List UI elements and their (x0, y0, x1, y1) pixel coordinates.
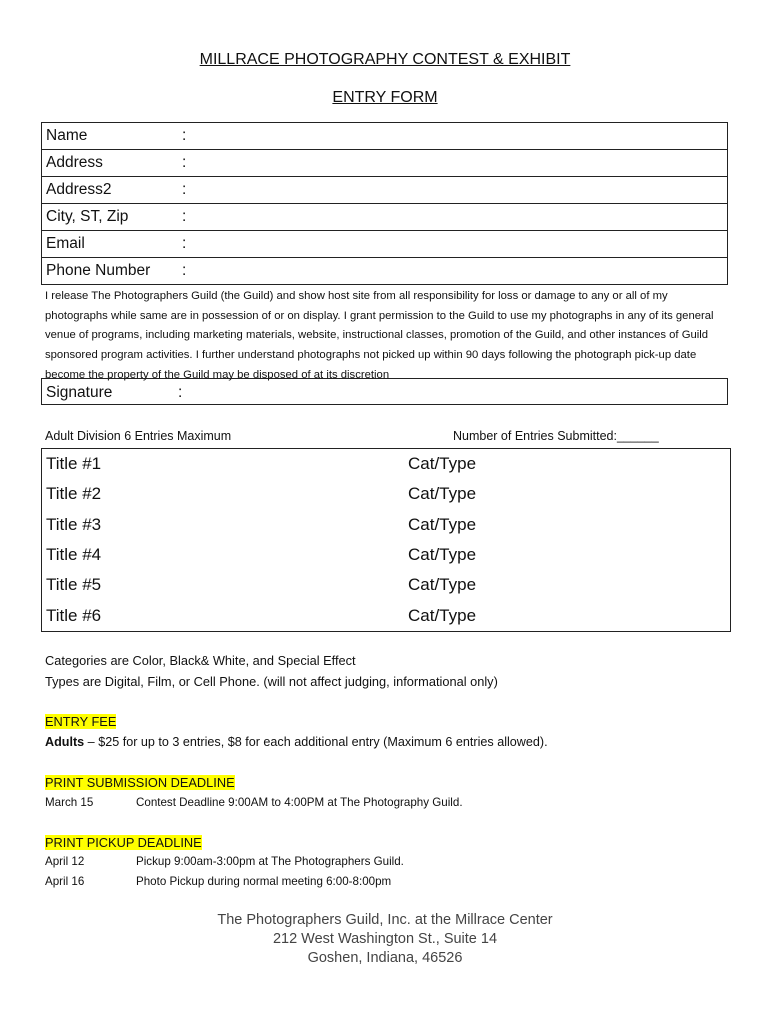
entry-cat-4[interactable]: Cat/Type (408, 545, 477, 565)
entry-title-2[interactable]: Title #2 (46, 484, 102, 504)
form-title: MILLRACE PHOTOGRAPHY CONTEST & EXHIBIT (199, 51, 571, 68)
entry-row (42, 510, 731, 540)
entry-cat-5[interactable]: Cat/Type (408, 575, 477, 595)
entry-cat-3[interactable]: Cat/Type (408, 514, 477, 534)
address2-label: Address2 (42, 177, 179, 204)
entries-table (41, 448, 731, 632)
phone-label: Phone Number (42, 258, 179, 285)
signature-box[interactable] (41, 378, 728, 405)
fee-details: – $25 for up to 3 entries, $8 for each additional entry (Maximum 6 entries allowed). (84, 735, 548, 749)
form-subtitle: ENTRY FORM (332, 89, 438, 106)
contact-row-phone (42, 258, 728, 285)
address2-field[interactable]: : (178, 177, 728, 204)
contact-table (41, 122, 728, 285)
contact-row-name (42, 123, 728, 150)
entry-cat-1[interactable]: Cat/Type (408, 454, 477, 474)
entry-row (42, 540, 731, 570)
footer-line-2: 212 West Washington St., Suite 14 (272, 931, 498, 947)
email-label: Email (42, 231, 179, 258)
contact-row-address (42, 150, 728, 177)
footer-address (0, 911, 770, 968)
city-field[interactable]: : (178, 204, 728, 231)
pickup-text-2: Photo Pickup during normal meeting 6:00-8:00pm (136, 875, 392, 888)
entry-row (42, 479, 731, 509)
pickup-row-1 (45, 855, 404, 868)
contact-row-email (42, 231, 728, 258)
entries-count-label: Number of Entries Submitted:______ (453, 429, 659, 443)
entry-fee-text (45, 735, 548, 749)
signature-label: Signature (46, 384, 113, 401)
email-field[interactable]: : (178, 231, 728, 258)
entry-title-4[interactable]: Title #4 (46, 545, 102, 565)
entry-title-3[interactable]: Title #3 (46, 514, 102, 534)
pickup-text-1: Pickup 9:00am-3:00pm at The Photographers Guild. (136, 855, 404, 868)
pickup-row-2 (45, 875, 391, 888)
entry-cat-2[interactable]: Cat/Type (408, 484, 477, 504)
contact-row-city (42, 204, 728, 231)
entry-row (42, 600, 731, 631)
entry-title-1[interactable]: Title #1 (46, 454, 102, 474)
name-field[interactable]: : (178, 123, 728, 150)
submission-deadline-heading: PRINT SUBMISSION DEADLINE (45, 775, 235, 790)
name-label: Name (42, 123, 179, 150)
pickup-date-2: April 16 (45, 875, 85, 888)
release-statement: I release The Photographers Guild (the Guild) and show host site from all responsibility for loss or damage to any or all of my photographs while same are in possession of or on display. I grant permission to the Guild to use my photographs in any of its general venue of programs, including marketing materials, website, instructional classes, promotion of the Guild, and other instances of Guild sponsored program activities. I further understand photographs not picked up within 90 days following the photograph pick-up date become the property of the Guild may be disposed of at its discretion (45, 290, 714, 381)
pickup-deadline-heading: PRINT PICKUP DEADLINE (45, 835, 202, 850)
fee-adults-label: Adults (45, 735, 85, 749)
types-note: Types are Digital, Film, or Cell Phone. (will not affect judging, informational only) (45, 674, 498, 689)
entry-title-6[interactable]: Title #6 (46, 605, 102, 625)
footer-line-1: The Photographers Guild, Inc. at the Millrace Center (217, 912, 553, 928)
division-label: Adult Division 6 Entries Maximum (45, 429, 232, 443)
city-label: City, ST, Zip (42, 204, 179, 231)
submission-text: Contest Deadline 9:00AM to 4:00PM at The Photography Guild. (136, 796, 463, 809)
footer-line-3: Goshen, Indiana, 46526 (307, 950, 463, 966)
pickup-date-1: April 12 (45, 855, 85, 868)
entry-fee-heading: ENTRY FEE (45, 714, 117, 729)
entry-row (42, 570, 731, 600)
categories-note: Categories are Color, Black& White, and Special Effect (45, 653, 356, 668)
phone-field[interactable]: : (178, 258, 728, 285)
address-field[interactable]: : (178, 150, 728, 177)
entry-row (42, 449, 731, 480)
entry-cat-6[interactable]: Cat/Type (408, 605, 477, 625)
address-label: Address (42, 150, 179, 177)
submission-date: March 15 (45, 796, 94, 809)
signature-field: : (178, 384, 183, 401)
submission-row (45, 796, 463, 809)
contact-row-address2 (42, 177, 728, 204)
entry-title-5[interactable]: Title #5 (46, 575, 102, 595)
